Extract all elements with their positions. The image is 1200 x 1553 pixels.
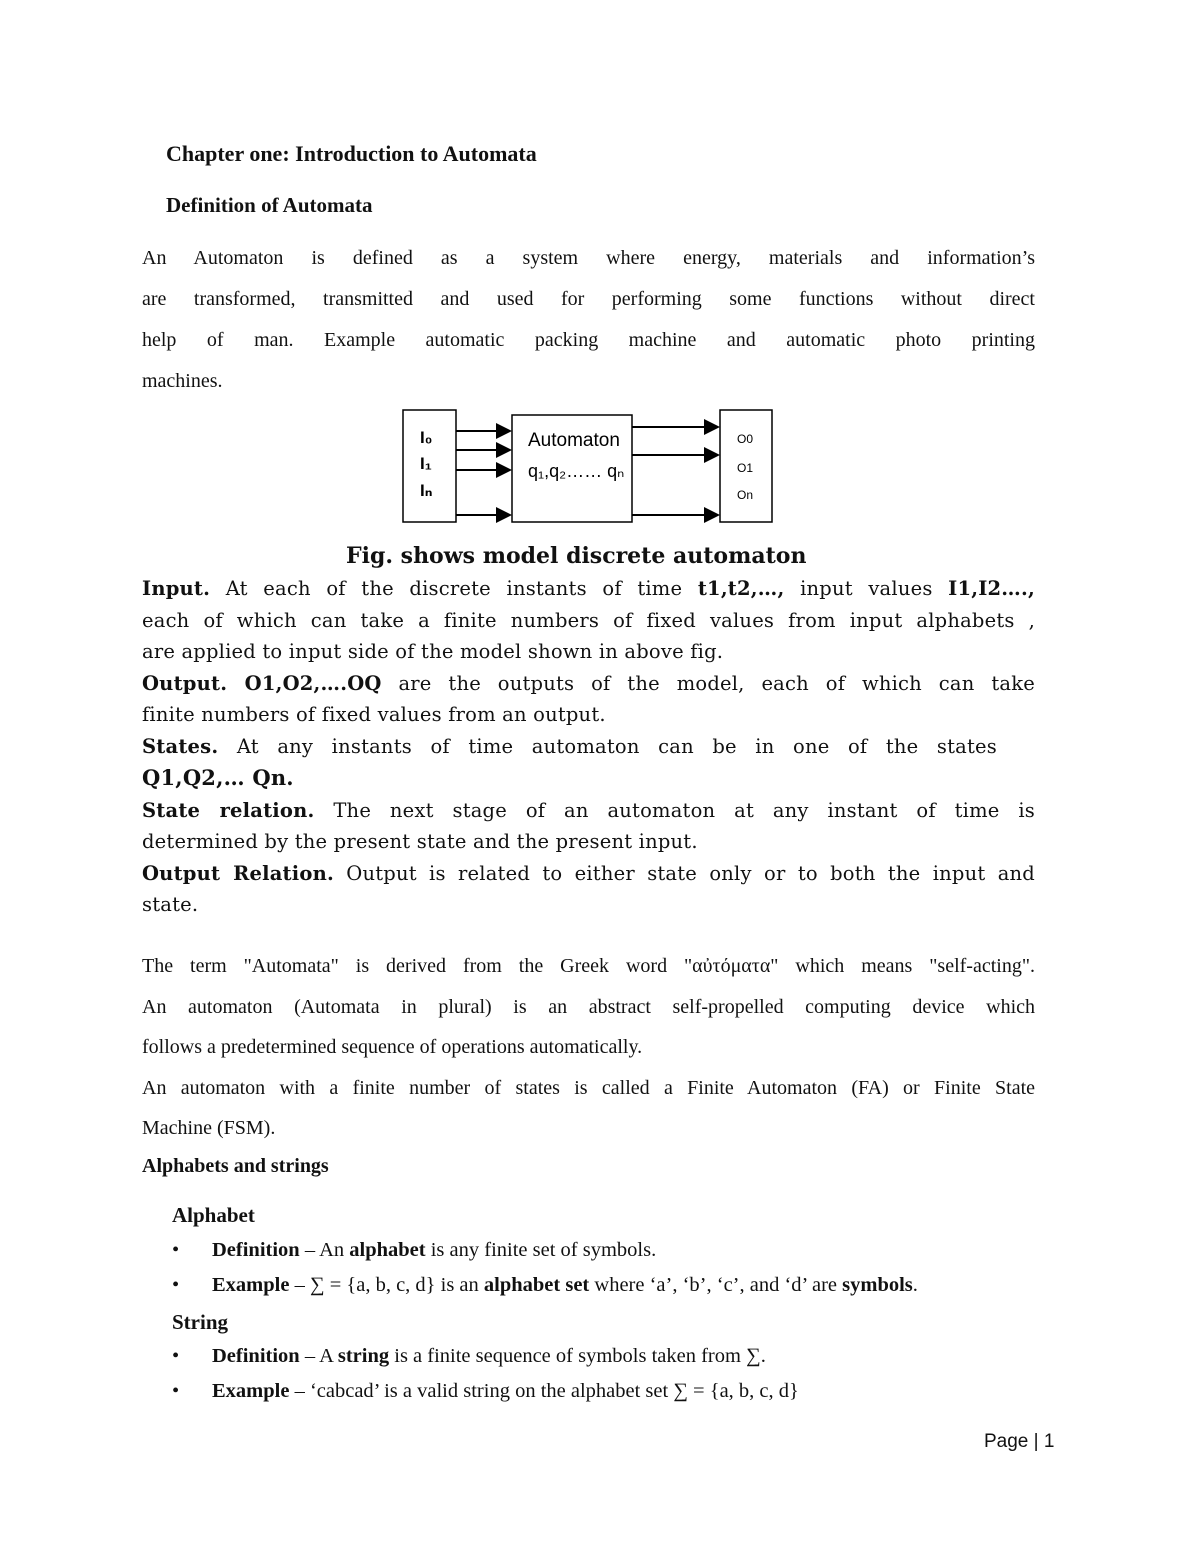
output-label: O1 bbox=[737, 461, 754, 475]
model-definitions bbox=[142, 573, 1035, 921]
state-relation-definition: State relation. The next stage of an automaton at any instant of time is bbox=[142, 798, 1036, 822]
body-line: follows a predetermined sequence of operations automatically. bbox=[142, 1036, 643, 1058]
automaton-box-states: q₁,q₂…… qₙ bbox=[528, 461, 625, 481]
body-line: The term "Automata" is derived from the Greek word "αὐτόματα" which means "self-acting". bbox=[142, 955, 1035, 977]
automata-description bbox=[142, 946, 1035, 1149]
chapter-title: Chapter one: Introduction to Automata bbox=[166, 141, 537, 166]
body-line: An automaton with a finite number of states is called a Finite Automaton (FA) or Finite State bbox=[142, 1076, 1035, 1099]
intro-paragraph bbox=[142, 238, 1035, 402]
alphabet-heading: Alphabet bbox=[172, 1203, 255, 1227]
bullet-icon: • bbox=[172, 1274, 180, 1296]
term-output: Output bbox=[142, 671, 221, 695]
output-relation-definition-line: state. bbox=[142, 893, 199, 916]
states-definition: States. At any instants of time automaton can be in one of the states bbox=[142, 734, 997, 758]
section-heading-alphabets: Alphabets and strings bbox=[142, 1155, 329, 1177]
alphabet-definition-item: • Definition – An alphabet is any finite set of symbols. bbox=[172, 1239, 657, 1261]
output-arrows bbox=[632, 427, 718, 515]
intro-line: machines. bbox=[142, 370, 223, 392]
alphabet-example-item: • Example – ∑ = {a, b, c, d} is an alphabet set where ‘a’, ‘b’, ‘c’, and ‘d’ are symbols. bbox=[172, 1274, 918, 1296]
intro-line: are transformed, transmitted and used for performing some functions without direct bbox=[142, 288, 1035, 310]
input-label: I₁ bbox=[420, 454, 432, 473]
output-definition: Output. O1,O2,….OQ are the outputs of the model, each of which can take bbox=[142, 671, 1035, 695]
figure-caption: Fig. shows model discrete automaton bbox=[346, 543, 807, 569]
term-states: States. bbox=[142, 734, 219, 758]
term-state-relation: State relation. bbox=[142, 798, 315, 822]
output-label: O0 bbox=[737, 432, 754, 446]
automaton-model-figure bbox=[400, 398, 780, 530]
output-definition-line: finite numbers of fixed values from an output. bbox=[142, 703, 606, 726]
page-number: Page | 1 bbox=[984, 1431, 1055, 1452]
intro-line: An Automaton is defined as a system where energy, materials and information’s bbox=[142, 247, 1035, 269]
input-label: I₀ bbox=[420, 428, 433, 447]
state-relation-definition-line: determined by the present state and the present input. bbox=[142, 830, 698, 853]
input-label: Iₙ bbox=[420, 481, 433, 500]
string-definition-item: • Definition – A string is a finite sequence of symbols taken from ∑. bbox=[172, 1345, 766, 1367]
string-heading: String bbox=[172, 1310, 229, 1334]
automaton-box-title: Automaton bbox=[528, 430, 620, 451]
output-label: On bbox=[737, 488, 754, 502]
input-definition-line: are applied to input side of the model shown in above fig. bbox=[142, 640, 724, 663]
input-arrows bbox=[456, 431, 510, 515]
states-definition-line: Q1,Q2,… Qn. bbox=[142, 765, 294, 790]
output-relation-definition: Output Relation. Output is related to either state only or to both the input and bbox=[142, 861, 1035, 885]
input-definition: Input. At each of the discrete instants of time t1,t2,…, input values I1,I2…., bbox=[142, 577, 1035, 600]
string-example-item: • Example – ‘cabcad’ is a valid string on the alphabet set ∑ = {a, b, c, d} bbox=[172, 1380, 799, 1402]
body-line: An automaton (Automata in plural) is an abstract self-propelled computing device which bbox=[142, 995, 1035, 1018]
section-heading-definition: Definition of Automata bbox=[166, 193, 373, 217]
bullet-icon: • bbox=[172, 1239, 180, 1261]
bullet-icon: • bbox=[172, 1345, 180, 1367]
term-output-relation: Output Relation. bbox=[142, 861, 334, 885]
term-input: Input. bbox=[142, 577, 211, 600]
bullet-icon: • bbox=[172, 1380, 180, 1402]
input-definition-line: each of which can take a finite numbers of fixed values from input alphabets , bbox=[142, 608, 1035, 632]
body-line: Machine (FSM). bbox=[142, 1117, 276, 1139]
intro-line: help of man. Example automatic packing machine and automatic photo printing bbox=[142, 329, 1035, 351]
